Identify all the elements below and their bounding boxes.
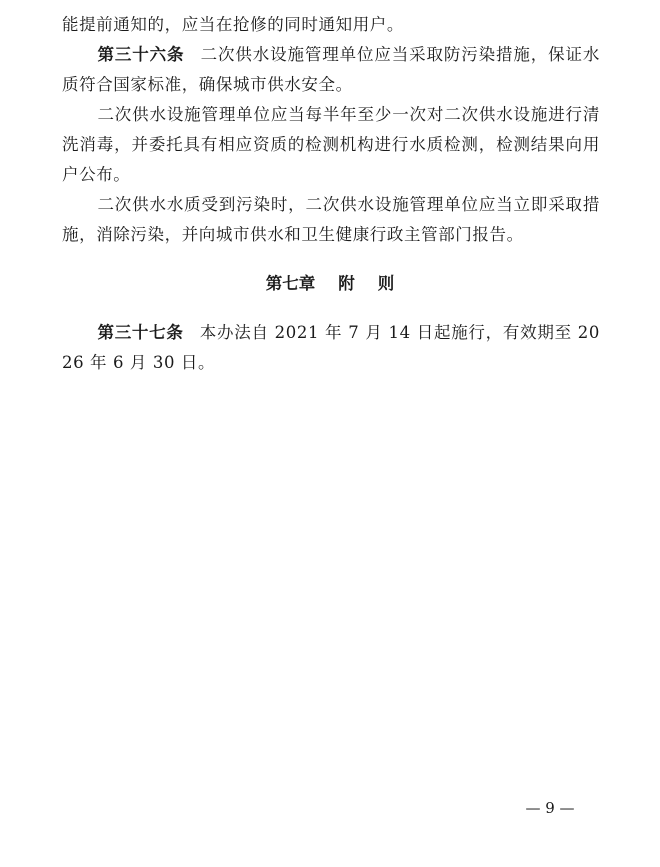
article-36-text-1: 二次供水设施管理单位应当采取防污染措施，保证水质符合国家标准，确保城市供水安全。 bbox=[62, 45, 600, 94]
article-36-paragraph-2: 二次供水设施管理单位应当每半年至少一次对二次供水设施进行清洗消毒，并委托具有相应资质的检测机构进行水质检测，检测结果向用户公布。 bbox=[62, 105, 600, 184]
article-36-paragraph-3: 二次供水水质受到污染时，二次供水设施管理单位应当立即采取措施，消除污染，并向城市供水和卫生健康行政主管部门报告。 bbox=[62, 195, 600, 244]
chapter-heading: 第七章 附 则 bbox=[265, 274, 395, 293]
article-37-label: 第三十七条 bbox=[97, 323, 184, 342]
article-36-paragraph-1 bbox=[62, 40, 600, 100]
article-36-label: 第三十六条 bbox=[97, 45, 185, 64]
page-number: — 9 — bbox=[525, 799, 575, 817]
article-37-text: 本办法自 2021 年 7 月 14 日起施行，有效期至 2026 年 6 月 30 日。 bbox=[62, 323, 601, 372]
article-37-paragraph bbox=[62, 318, 600, 378]
continuation-paragraph: 能提前通知的，应当在抢修的同时通知用户。 bbox=[62, 15, 404, 34]
chapter-six-tail bbox=[62, 10, 600, 250]
chapter-seven-body bbox=[62, 318, 600, 378]
